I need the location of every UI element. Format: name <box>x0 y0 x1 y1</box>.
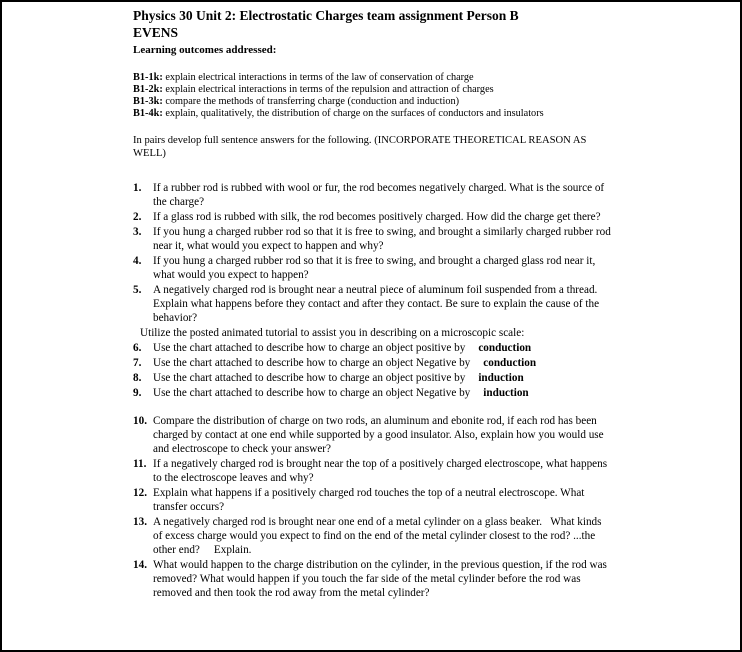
question-item <box>133 515 614 557</box>
question-text-body: Use the chart attached to describe how to charge an object positive by <box>153 372 466 384</box>
question-text: Explain what happens if a positively charged rod touches the top of a neutral electroscope. What transfer occurs? <box>153 487 588 513</box>
outcome-line <box>133 72 614 84</box>
question-item <box>133 356 614 370</box>
question-number: 13. <box>133 516 147 528</box>
question-text: A negatively charged rod is brought near a neutral piece of aluminum foil suspended from a thread. Explain what happens before they contact and after they contact. Be sure to explain the cause of the behavior? <box>153 284 602 324</box>
outcome-line <box>133 84 614 96</box>
question-number: 12. <box>133 487 147 499</box>
page-title <box>133 7 614 41</box>
outcome-text: compare the methods of transferring charge (conduction and induction) <box>162 96 460 107</box>
instructions-paragraph: In pairs develop full sentence answers for the following. (INCORPORATE THEORETICAL REASON AS WELL) <box>133 135 587 159</box>
question-item <box>133 181 614 209</box>
question-text: Compare the distribution of charge on two rods, an aluminum and ebonite rod, if each rod has been charged by contact at one end while supported by a good insulator. Also, explain how you would use and electroscope to check your answer? <box>153 415 607 455</box>
question-text: If a glass rod is rubbed with silk, the rod becomes positively charged. How did the charge get there? <box>153 211 601 223</box>
question-number: 14. <box>133 559 147 571</box>
question-text <box>153 341 612 355</box>
question-text-body: Use the chart attached to describe how to charge an object Negative by <box>153 357 471 369</box>
question-item <box>133 254 614 282</box>
question-text <box>153 386 612 400</box>
question-number: 5. <box>133 284 142 296</box>
question-bold-term: induction <box>478 372 524 384</box>
outcome-code: B1-4k: <box>133 108 163 119</box>
outcome-line <box>133 108 614 120</box>
question-bold-term: induction <box>483 387 529 399</box>
question-text: If a rubber rod is rubbed with wool or fur, the rod becomes negatively charged. What is the source of the charge? <box>153 182 607 208</box>
outcome-code: B1-1k: <box>133 72 163 83</box>
question-item <box>133 414 614 456</box>
question-number: 6. <box>133 342 142 354</box>
question-text-body: Use the chart attached to describe how to charge an object Negative by <box>153 387 471 399</box>
question-item <box>133 457 614 485</box>
question-text <box>153 356 612 370</box>
outcomes-list <box>133 72 614 120</box>
question-number: 11. <box>133 458 147 470</box>
question-bold-term: conduction <box>483 357 537 369</box>
question-item <box>133 283 614 325</box>
outcome-text: explain, qualitatively, the distribution of charge on the surfaces of conductors and insulators <box>162 108 544 119</box>
document-content <box>2 2 740 600</box>
outcome-line <box>133 96 614 108</box>
outcomes-heading: Learning outcomes addressed: <box>133 44 277 56</box>
question-number: 9. <box>133 387 142 399</box>
question-item <box>133 210 614 224</box>
question-number: 4. <box>133 255 142 267</box>
question-item <box>133 371 614 385</box>
question-list <box>133 181 614 600</box>
outcome-text: explain electrical interactions in terms of the repulsion and attraction of charges <box>162 84 494 95</box>
outcome-text: explain electrical interactions in terms of the law of conservation of charge <box>162 72 474 83</box>
question-text: If you hung a charged rubber rod so that it is free to swing, and brought a similarly charged rubber rod near it, what would you expect to happen and why? <box>153 226 614 252</box>
question-text-body: Use the chart attached to describe how to charge an object positive by <box>153 342 466 354</box>
question-number: 2. <box>133 211 142 223</box>
question-item <box>133 341 614 355</box>
question-number: 3. <box>133 226 142 238</box>
question-item <box>133 558 614 600</box>
question-item <box>133 386 614 400</box>
question-item <box>133 225 614 253</box>
question-number: 1. <box>133 182 142 194</box>
question-text: If a negatively charged rod is brought near the top of a positively charged electroscope, what happens to the electroscope leaves and why? <box>153 458 610 484</box>
question-bold-term: conduction <box>478 342 532 354</box>
page-title-line2: EVENS <box>133 25 179 40</box>
question-number: 10. <box>133 415 147 427</box>
outcome-code: B1-2k: <box>133 84 163 95</box>
outcome-code: B1-3k: <box>133 96 163 107</box>
question-number: 8. <box>133 372 142 384</box>
question-number: 7. <box>133 357 142 369</box>
page-title-line1: Physics 30 Unit 2: Electrostatic Charges team assignment Person B <box>133 8 519 23</box>
question-text: A negatively charged rod is brought near one end of a metal cylinder on a glass beaker. What kinds of excess charge would you expect to find on the end of the metal cylinder closest to the rod? ...the other end? Explain. <box>153 516 605 556</box>
question-item <box>133 486 614 514</box>
question-text <box>153 371 612 385</box>
question-text: What would happen to the charge distribution on the cylinder, in the previous question, if the rod was removed? What would happen if you touch the far side of the metal cylinder before the rod was removed and then took the rod away from the metal cylinder? <box>153 559 610 599</box>
question-text: If you hung a charged rubber rod so that it is free to swing, and brought a charged glass rod near it, what would you expect to happen? <box>153 255 599 281</box>
tutorial-note: Utilize the posted animated tutorial to assist you in describing on a microscopic scale: <box>140 327 525 339</box>
